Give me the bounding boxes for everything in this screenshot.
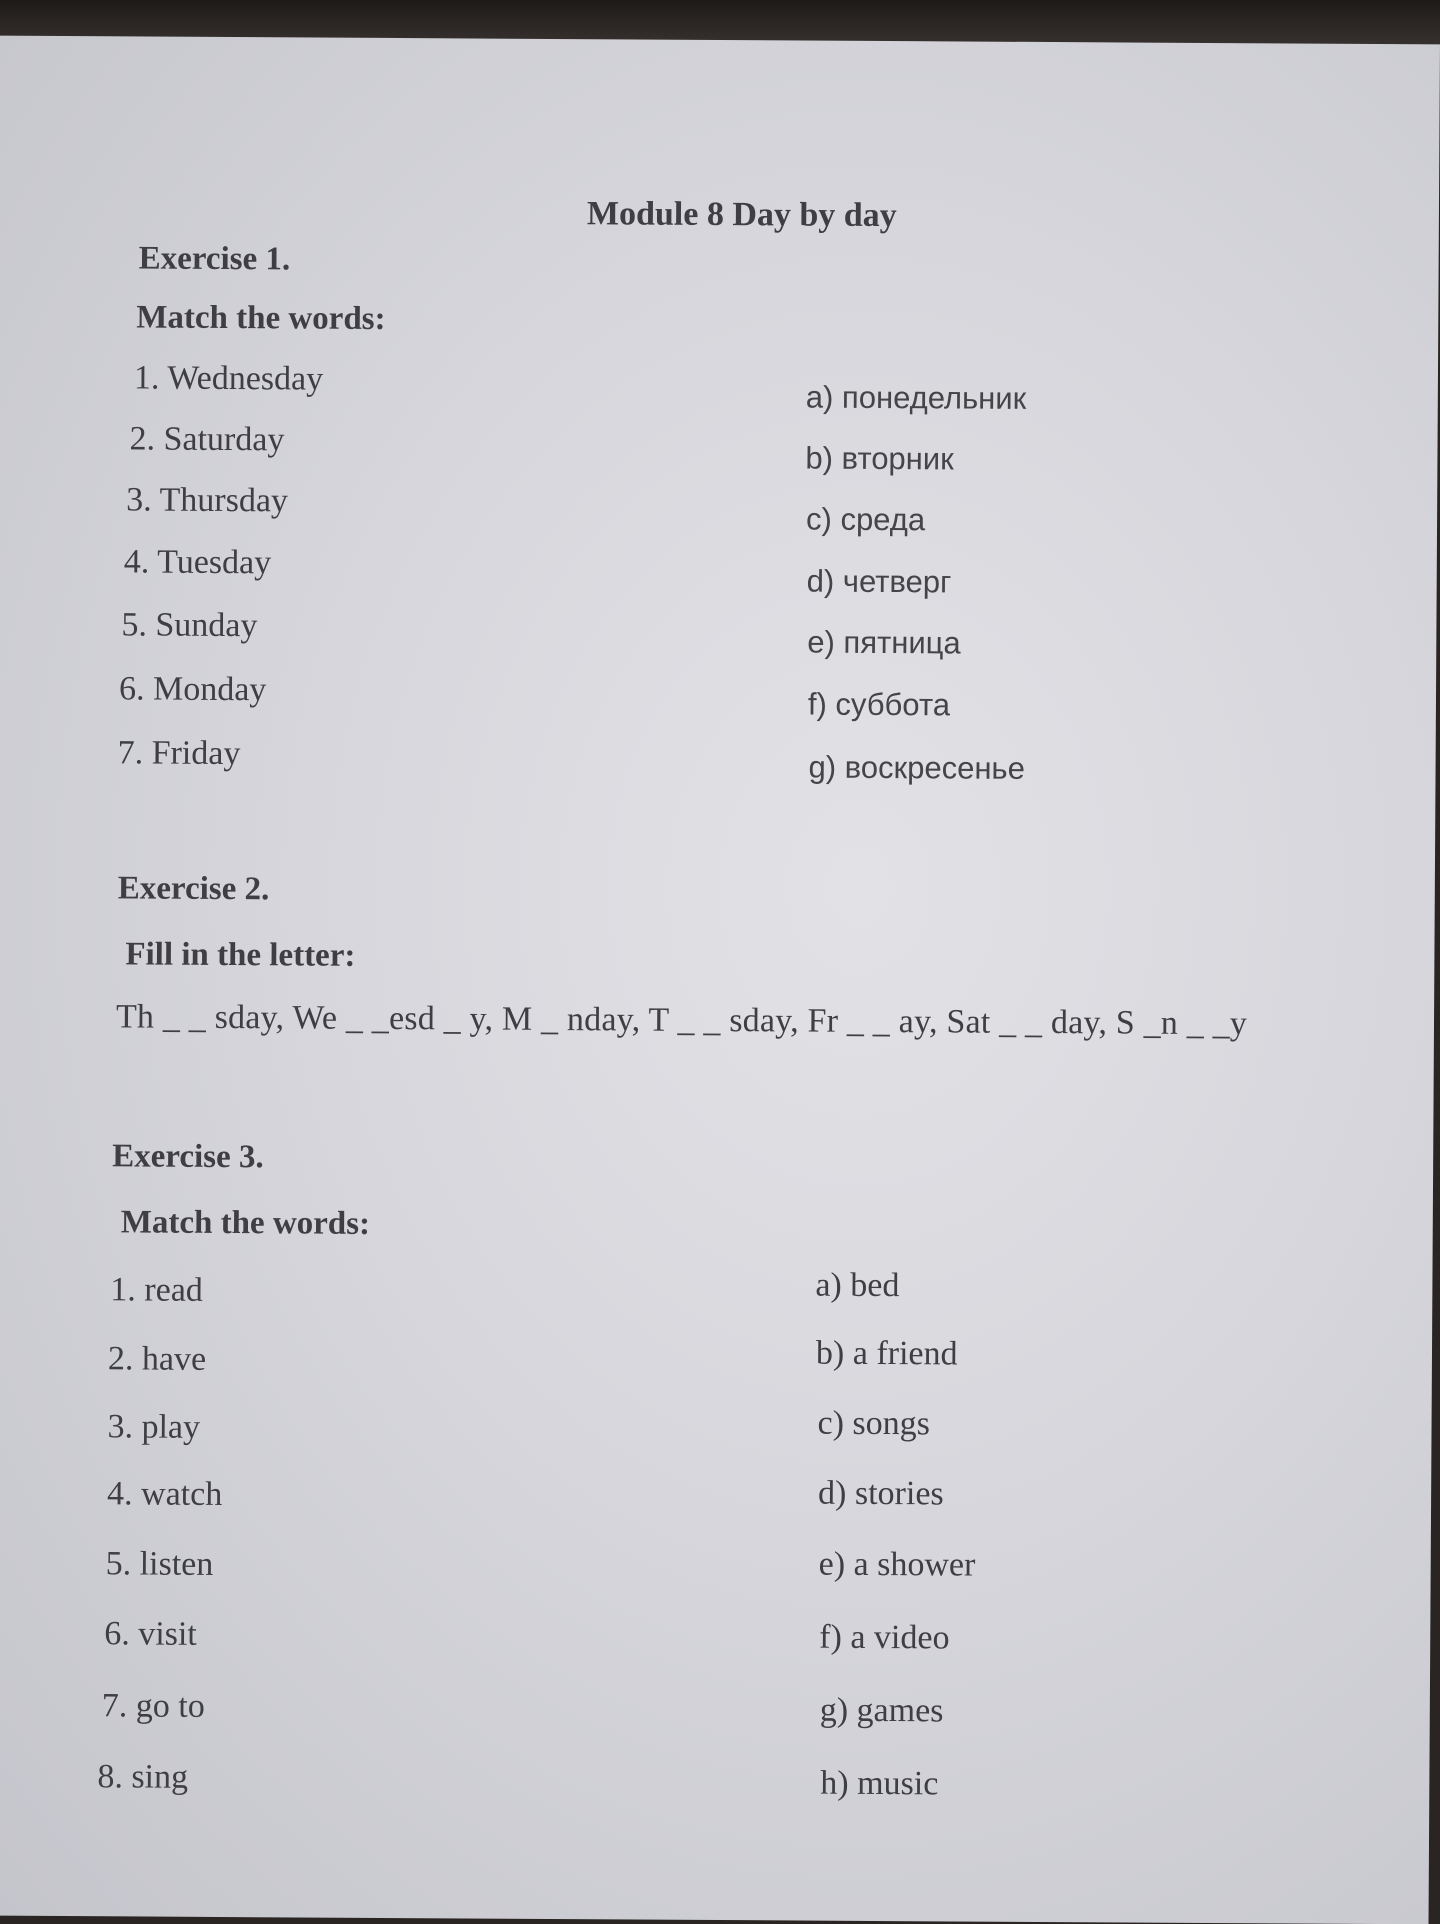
exercise-3-instruction: Match the words:: [120, 1204, 371, 1242]
list-item: 5. Sunday: [121, 606, 258, 645]
exercise-3-heading: Exercise 3.: [112, 1138, 264, 1176]
fill-in-text: Th _ _ sday, We _ _esd _ y, M _ nday, T _ _ sday, Fr _ _ ay, Sat _ _ day, S _n _ _y: [115, 998, 1248, 1043]
list-item: c) среда: [805, 501, 926, 538]
list-item: b) вторник: [805, 440, 954, 477]
list-item: 4. watch: [106, 1475, 223, 1513]
exercise-1-instruction: Match the words:: [136, 299, 386, 337]
list-item: 7. go to: [101, 1687, 205, 1725]
exercise-2-instruction: Fill in the letter:: [125, 936, 356, 974]
list-item: 6. visit: [104, 1615, 197, 1653]
list-item: f) суббота: [807, 686, 951, 723]
list-item: h) music: [820, 1764, 939, 1803]
list-item: 1. read: [110, 1271, 203, 1309]
list-item: 5. listen: [105, 1545, 214, 1583]
list-item: d) четверг: [806, 563, 952, 600]
worksheet-page: [0, 36, 1440, 1924]
list-item: d) stories: [818, 1474, 944, 1513]
list-item: b) a friend: [815, 1334, 958, 1373]
list-item: e) пятница: [807, 624, 961, 661]
list-item: 2. have: [107, 1340, 207, 1378]
list-item: a) bed: [815, 1266, 900, 1305]
exercise-2-heading: Exercise 2.: [117, 870, 270, 908]
list-item: 8. sing: [97, 1758, 189, 1796]
list-item: 4. Tuesday: [123, 543, 272, 582]
list-item: c) songs: [817, 1404, 931, 1443]
exercise-1-heading: Exercise 1.: [138, 240, 291, 278]
list-item: 1. Wednesday: [133, 359, 324, 398]
list-item: f) a video: [819, 1618, 950, 1657]
list-item: 7. Friday: [117, 734, 241, 773]
list-item: g) воскресенье: [808, 749, 1026, 786]
page-title: Module 8 Day by day: [586, 195, 897, 235]
list-item: 6. Monday: [118, 670, 267, 709]
list-item: 3. Thursday: [126, 481, 289, 520]
list-item: e) a shower: [818, 1545, 976, 1584]
list-item: a) понедельник: [805, 379, 1027, 416]
list-item: 2. Saturday: [129, 420, 285, 459]
list-item: 3. play: [107, 1408, 201, 1446]
list-item: g) games: [819, 1691, 944, 1730]
